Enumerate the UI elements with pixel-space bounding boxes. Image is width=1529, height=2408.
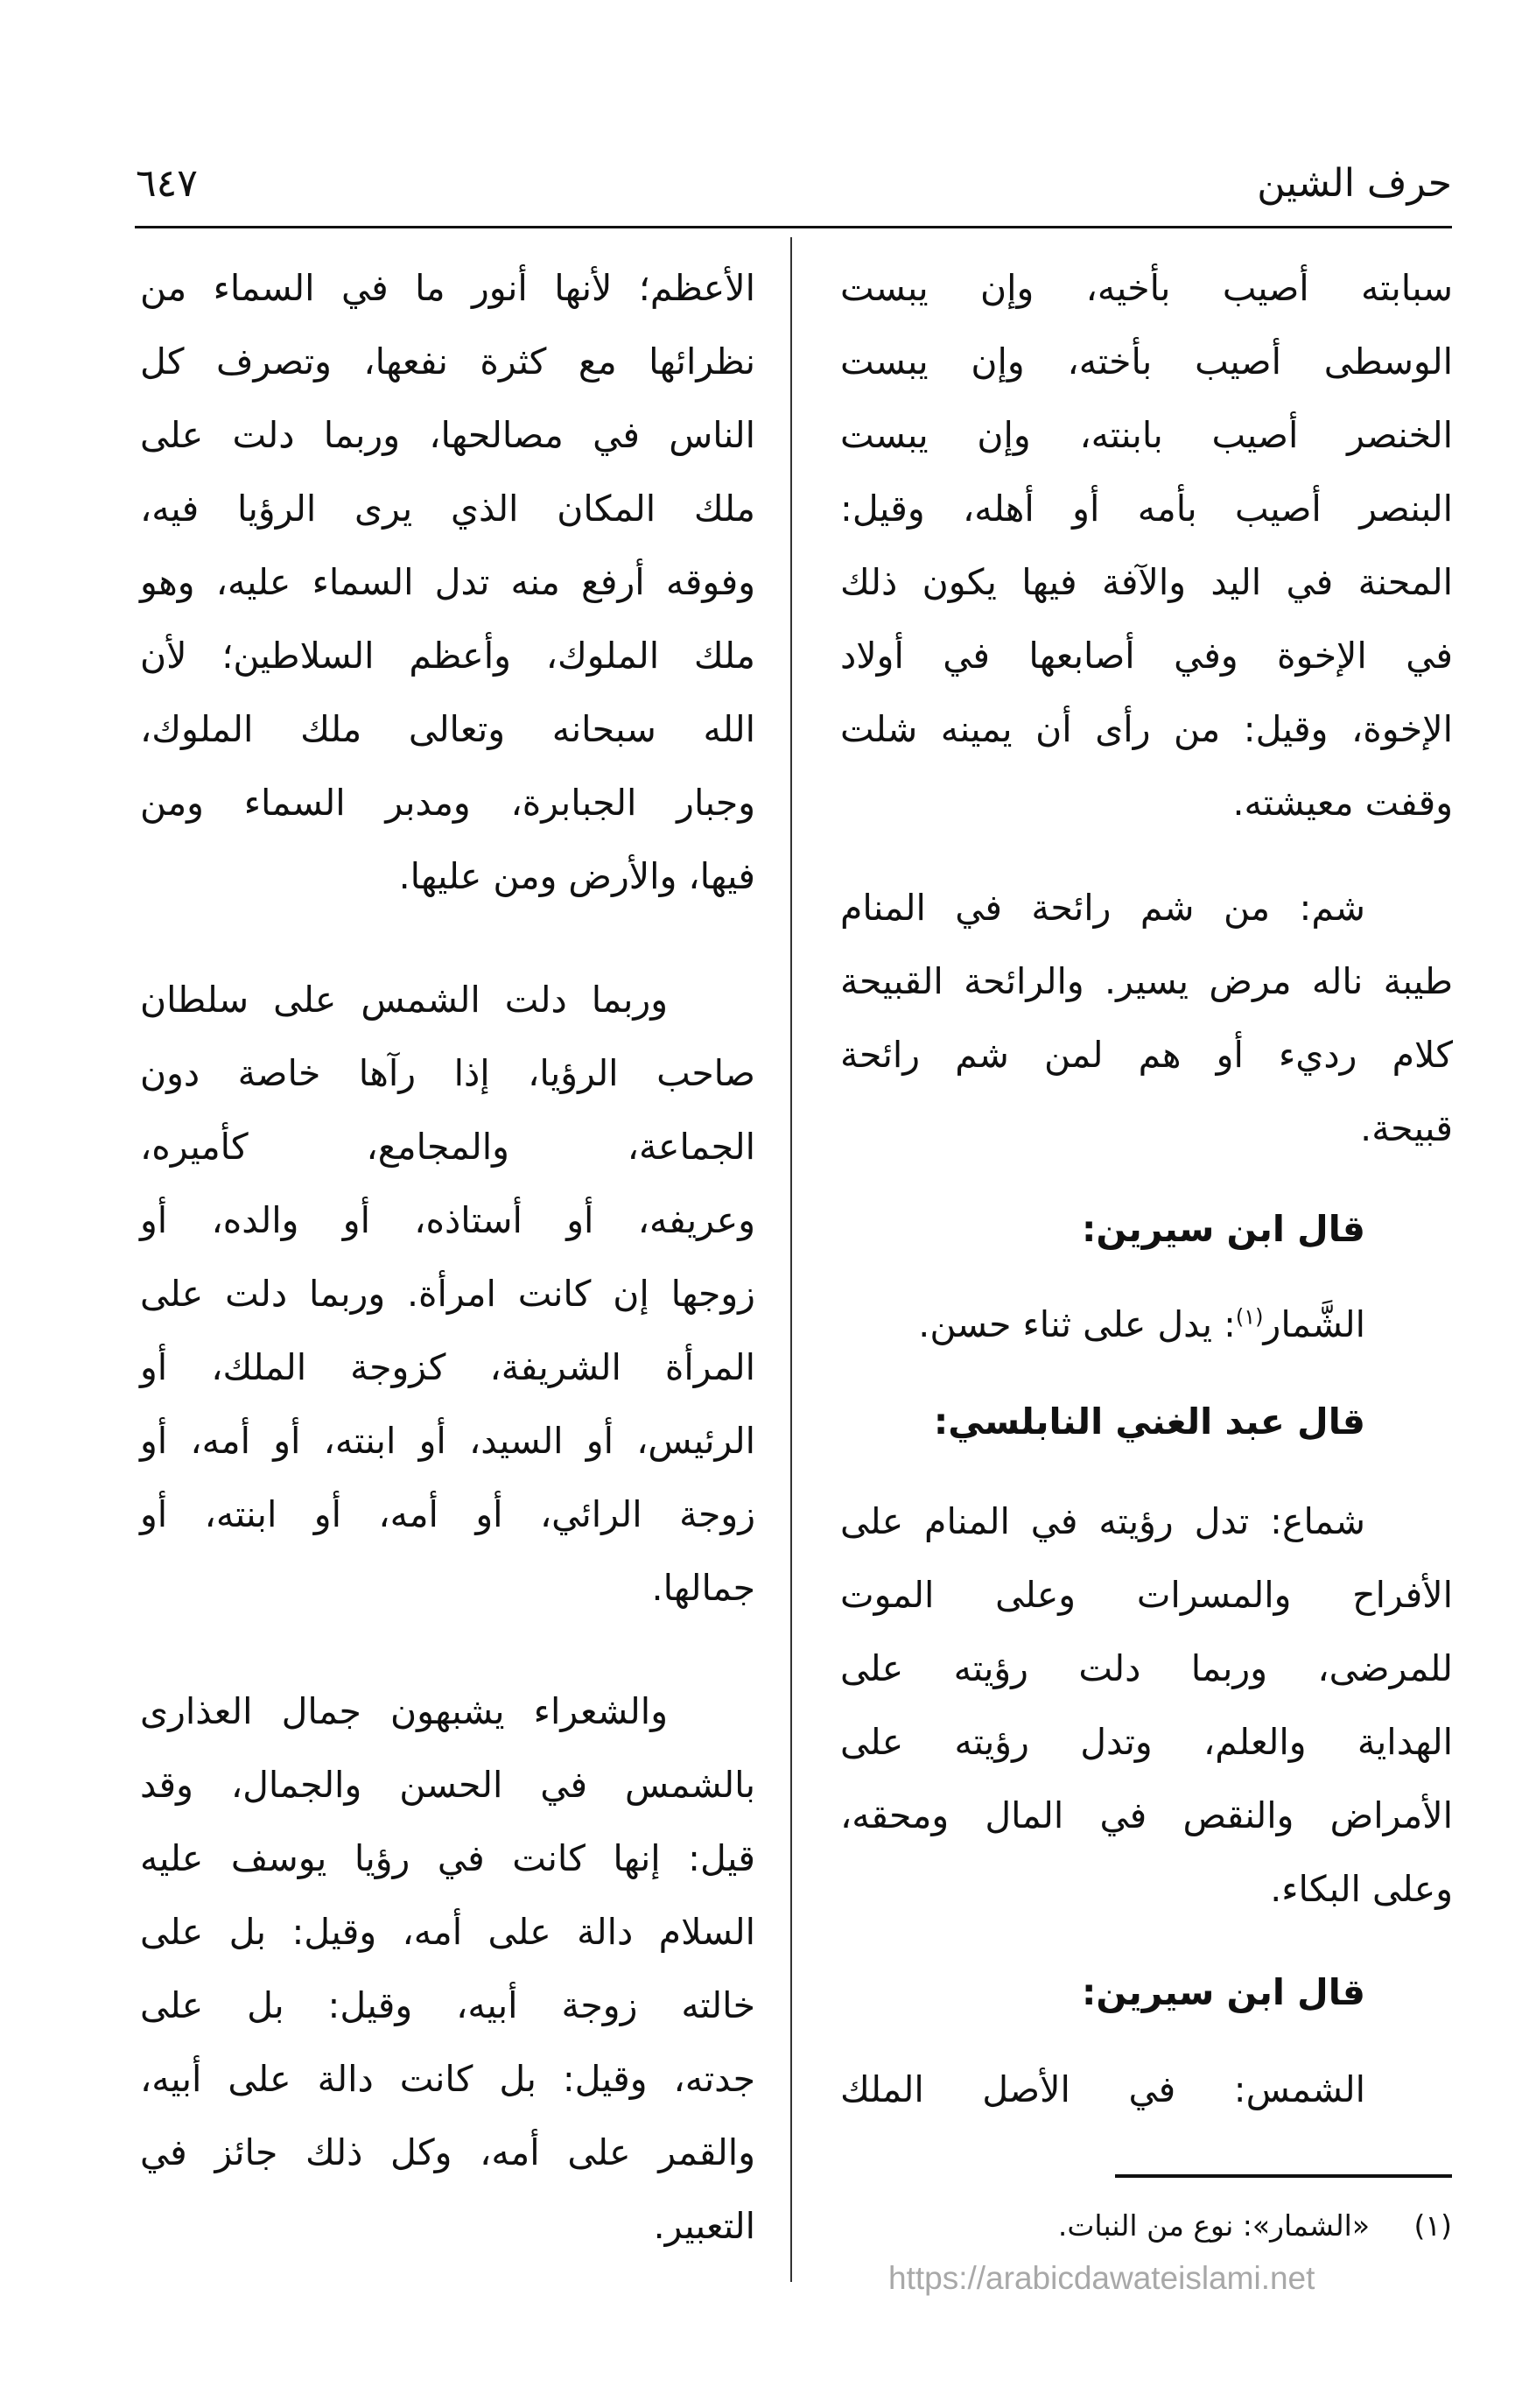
text-line: المرأة الشريفة، كزوجة الملك، أو <box>140 1346 755 1388</box>
paragraph <box>840 2053 1453 2126</box>
right-column <box>840 251 1453 2126</box>
text-line: المحنة في اليد والآفة فيها يكون ذلك <box>840 561 1453 603</box>
text-line: قال ابن سيرين: <box>1082 1208 1365 1250</box>
text-line: وربما دلت الشمس على سلطان <box>140 979 668 1021</box>
text-line: الوسطى أصيب بأخته، وإن يبست <box>840 340 1453 383</box>
paragraph <box>140 963 755 1625</box>
text-line: الأفراح والمسرات وعلى الموت <box>840 1574 1453 1616</box>
paragraph <box>840 251 1453 839</box>
column-divider <box>790 237 792 2282</box>
paragraph <box>840 871 1453 1165</box>
text-line: قبيحة. <box>1360 1107 1453 1149</box>
text-line: وفوقه أرفع منه تدل السماء عليه، وهو <box>140 561 755 603</box>
section-heading <box>840 1955 1453 2029</box>
text-line: شم: من شم رائحة في المنام <box>840 887 1365 929</box>
text-line: شماع: تدل رؤيته في المنام على <box>840 1500 1365 1542</box>
section-heading <box>840 1192 1453 1266</box>
text-line: الإخوة، وقيل: من رأى أن يمينه شلت <box>840 708 1453 750</box>
text-line: وعريفه، أو أستاذه، أو والده، أو <box>140 1199 755 1241</box>
watermark-url: https://arabicdawateislami.net <box>888 2260 1315 2296</box>
text-line: للمرضى، وربما دلت رؤيته على <box>840 1647 1453 1689</box>
section-heading <box>840 1385 1453 1458</box>
text-line: نظرائها مع كثرة نفعها، وتصرف كل <box>140 340 755 383</box>
text-line: وقفت معيشته. <box>1232 782 1453 824</box>
header-rule <box>135 226 1452 228</box>
text-line: الأعظم؛ لأنها أنور ما في السماء من <box>140 267 755 309</box>
text-line: زوجها إن كانت امرأة. وربما دلت على <box>140 1273 755 1315</box>
text-line: في الإخوة وفي أصابعها في أولاد <box>840 635 1453 677</box>
footnote <box>1058 2201 1452 2250</box>
text-line: بالشمس في الحسن والجمال، وقد <box>140 1764 755 1806</box>
paragraph <box>840 1485 1453 1926</box>
text-line: والقمر على أمه، وكل ذلك جائز في <box>140 2131 755 2173</box>
text-line: الهداية والعلم، وتدل رؤيته على <box>840 1721 1453 1763</box>
paragraph <box>140 1674 755 2263</box>
paragraph <box>140 251 755 913</box>
text-line: جدته، وقيل: بل كانت دالة على أبيه، <box>140 2058 755 2100</box>
text-line: قال ابن سيرين: <box>1082 1971 1365 2013</box>
text-line: الأمراض والنقص في المال ومحقه، <box>840 1794 1453 1836</box>
text-line: السلام دالة على أمه، وقيل: بل على <box>140 1911 755 1953</box>
text-line: وعلى البكاء. <box>1270 1868 1453 1910</box>
text-line: ملك المكان الذي يرى الرؤيا فيه، <box>140 488 755 530</box>
text-line: الله سبحانه وتعالى ملك الملوك، <box>140 708 755 750</box>
text-line: والشعراء يشبهون جمال العذارى <box>140 1690 668 1732</box>
left-column <box>140 251 755 2263</box>
text-line: التعبير. <box>653 2205 755 2247</box>
text-line: طيبة ناله مرض يسير. والرائحة القبيحة <box>840 960 1453 1002</box>
text-line: الرئيس، أو السيد، أو ابنته، أو أمه، أو <box>140 1420 755 1462</box>
footnote-rule <box>1115 2174 1452 2178</box>
text-line: وجبار الجبابرة، ومدبر السماء ومن <box>140 782 755 824</box>
footnote-text: «الشمار»: نوع من النبات. <box>1057 2208 1371 2243</box>
footnote-number: (١) <box>1413 2208 1452 2243</box>
text-line: زوجة الرائي، أو أمه، أو ابنته، أو <box>140 1493 755 1535</box>
text-line: قال عبد الغني النابلسي: <box>933 1401 1365 1443</box>
text-line: البنصر أصيب بأمه أو أهله، وقيل: <box>840 488 1453 530</box>
entry-text: : يدل على ثناء حسن. <box>918 1303 1236 1345</box>
paragraph <box>840 1288 1453 1361</box>
entry-term: الشَّمار <box>1263 1303 1365 1345</box>
text-line <box>840 1288 1453 1361</box>
text-line: الناس في مصالحها، وربما دلت على <box>140 414 755 456</box>
text-line: الجماعة، والمجامع، كأميره، <box>140 1126 755 1168</box>
page-number: ٦٤٧ <box>136 161 198 206</box>
running-header-title: حرف الشين <box>1257 161 1452 206</box>
text-line: صاحب الرؤيا، إذا رآها خاصة دون <box>140 1052 755 1094</box>
text-line: كلام رديء أو هم لمن شم رائحة <box>840 1034 1453 1076</box>
text-line: خالته زوجة أبيه، وقيل: بل على <box>140 1984 755 2026</box>
footnote-reference[interactable]: (١) <box>1235 1304 1264 1330</box>
text-line: فيها، والأرض ومن عليها. <box>398 855 755 897</box>
text-line: الشمس: في الأصل الملك <box>840 2068 1365 2110</box>
text-line: جمالها. <box>651 1567 755 1609</box>
text-line: الخنصر أصيب بابنته، وإن يبست <box>840 414 1453 456</box>
text-line: سبابته أصيب بأخيه، وإن يبست <box>840 267 1453 309</box>
text-line: ملك الملوك، وأعظم السلاطين؛ لأن <box>140 635 755 677</box>
text-line: قيل: إنها كانت في رؤيا يوسف عليه <box>140 1837 755 1879</box>
